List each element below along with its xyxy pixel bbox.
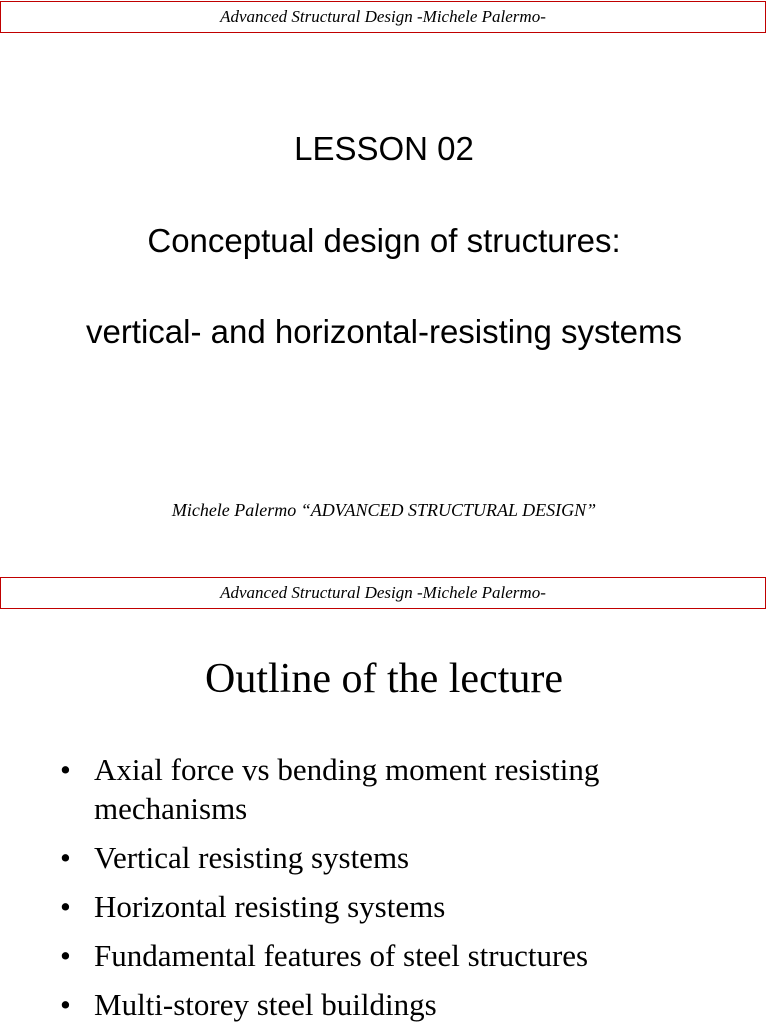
outline-item <box>60 750 760 828</box>
bullet-icon: • <box>60 752 71 787</box>
outline-item <box>60 887 760 926</box>
outline-item <box>60 936 760 975</box>
bullet-icon: • <box>60 840 71 875</box>
lesson-title-line2: vertical- and horizontal-resisting systems <box>85 313 683 350</box>
lesson-title-line1: Conceptual design of structures: <box>147 222 621 259</box>
outline-item <box>60 985 760 1024</box>
outline-item-text: Vertical resisting systems <box>94 840 410 875</box>
slide2-header <box>0 577 766 609</box>
bullet-icon: • <box>60 889 71 924</box>
lesson-number: LESSON 02 <box>294 130 474 167</box>
outline-item <box>60 838 760 877</box>
bullet-icon: • <box>60 987 71 1022</box>
outline-item-text: Fundamental features of steel structures <box>94 938 589 973</box>
outline-list <box>60 750 760 1034</box>
outline-item-text: Axial force vs bending moment resisting mechanisms <box>94 752 600 826</box>
outline-title: Outline of the lecture <box>204 656 564 702</box>
slide1-header-text: Advanced Structural Design -Michele Palermo- <box>220 7 546 26</box>
slide1-header <box>0 1 766 33</box>
outline-item-text: Horizontal resisting systems <box>94 889 446 924</box>
lesson-credit: Michele Palermo “ADVANCED STRUCTURAL DESIGN” <box>171 500 597 520</box>
bullet-icon: • <box>60 938 71 973</box>
slide2-header-text: Advanced Structural Design -Michele Palermo- <box>220 583 546 602</box>
outline-item-text: Multi-storey steel buildings <box>94 987 437 1022</box>
